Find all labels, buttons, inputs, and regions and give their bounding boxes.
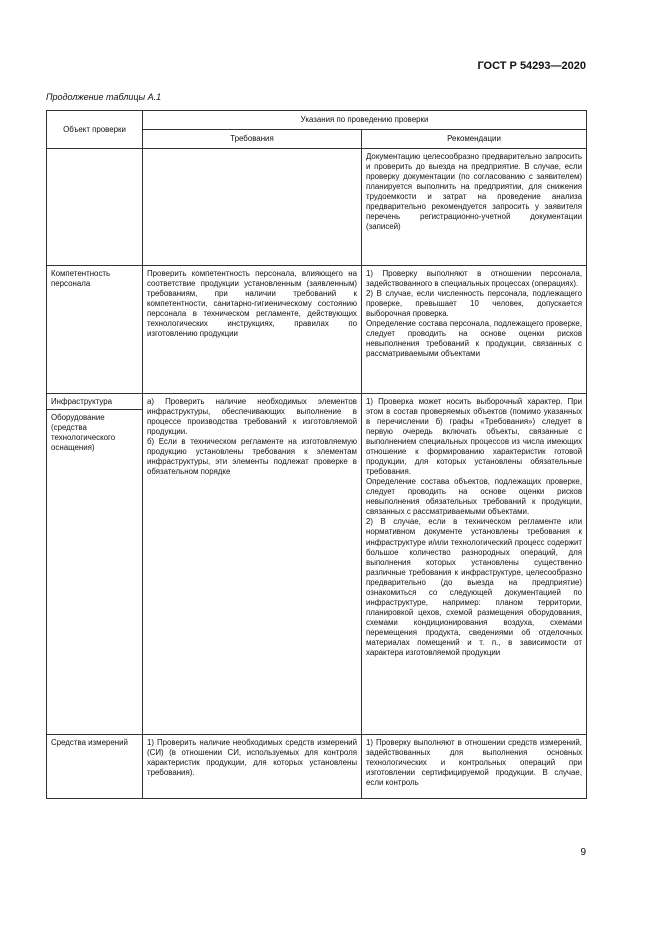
object-cell	[47, 149, 143, 266]
table-row	[47, 266, 587, 394]
inspection-table	[46, 110, 587, 799]
recommendation-item: 2) В случае, если в техническом регламенте или нормативном документе установлены требования к инфраструктуре и/или технологический процесс содержит большое количество разнородных операций, для выполнения которых установлены существенно различные требования к инфраструктуре, целесообразно предварительно (до выезда на предприятие) ознакомиться со следующей документацией по инфраструктуре, например: планом территории, планировкой цехов, схемой размещения оборудования, схемами кондиционирования воздуха, схемами перемещения продукта, сведениями об отделочных материалах помещений и т. п., в зависимости от характера изготовляемой продукции	[366, 517, 583, 657]
requirements-cell	[143, 149, 362, 266]
page-number: 9	[580, 847, 586, 858]
object-cell: Средства измерений	[47, 735, 143, 799]
recommendation-item: 1) Проверка может носить выборочный характер. При этом в состав проверяемых объектов (помимо указанных в перечислении б) графы «Требования») следует в первую очередь включать объекты, связанные с выполнением специальных процессов из числа имеющих отношение к формированию характеристик готовой продукции, для которых установлены обязательные требования.	[366, 397, 583, 477]
requirements-cell: 1) Проверить наличие необходимых средств измерений (СИ) (в отношении СИ, используемых для контроля характеристик продукции, для которых установлены требования).	[143, 735, 362, 799]
table-continuation-caption: Продолжение таблицы А.1	[46, 92, 162, 102]
table-row	[47, 735, 587, 799]
recommendation-item: Определение состава персонала, подлежащего проверке, следует проводить на основе оценки рисков невыполнения требований к продукции, связанных с рассматриваемыми объектами	[366, 319, 583, 359]
recommendation-item: 2) В случае, если численность персонала, подлежащего проверке, превышает 10 человек, допускается выборочная проверка.	[366, 289, 583, 319]
requirements-cell: Проверить компетентность персонала, влияющего на соответствие продукции установленным (заявленным) требованиям, при наличии требований к компетентности, санитарно-гигиеническому состоянию персонала в техническом регламенте, действующих технологических инструкциях, правилах по изготовлению продукции	[143, 266, 362, 394]
header-row-1	[47, 111, 587, 130]
object-cell	[47, 394, 143, 735]
requirements-cell	[143, 394, 362, 735]
recommendations-cell	[362, 394, 587, 735]
column-group-header: Указания по проведению проверки	[143, 111, 587, 130]
table-row	[47, 394, 587, 735]
object-cell: Компетентность персонала	[47, 266, 143, 394]
recommendations-cell: 1) Проверку выполняют в отношении средств измерений, задействованных для выполнения основных технологических и контрольных операций при изготовлении сертифицируемой продукции. В случае, если контроль	[362, 735, 587, 799]
object-equipment: Оборудование (средства технологического оснащения)	[51, 413, 116, 453]
standard-designation: ГОСТ Р 54293—2020	[477, 60, 586, 72]
column-object-header: Объект проверки	[47, 111, 143, 149]
object-infrastructure: Инфраструктура	[47, 397, 142, 410]
recommendations-cell	[362, 266, 587, 394]
column-recommendations-header: Рекомендации	[362, 130, 587, 149]
requirement-item: б) Если в техническом регламенте на изготовляемую продукцию установлены требования к элементам инфраструктуры, эти элементы подлежат проверке в обязательном порядке	[147, 437, 357, 477]
recommendation-item: 1) Проверку выполняют в отношении персонала, задействованного в специальных процессах (операциях).	[366, 269, 583, 289]
column-requirements-header: Требования	[143, 130, 362, 149]
recommendation-item: Определение состава объектов, подлежащих проверке, следует проводить на основе оценки рисков невыполнения обязательных требований к продукции, связанных с рассматриваемыми объектами.	[366, 477, 583, 517]
recommendations-cell: Документацию целесообразно предварительно запросить и проверить до выезда на предприятие. В случае, если проверку документации (по согласованию с заявителем) планируется выполнить на предприятии, для снижения трудоемкости и затрат на проведение анализа предварительно рекомендуется запросить у заявителя перечень регистрационно-учетной документации (записей)	[362, 149, 587, 266]
table-row	[47, 149, 587, 266]
requirement-item: а) Проверить наличие необходимых элементов инфраструктуры, обеспечивающих выполнение в процессе производства требований к изготовляемой продукции.	[147, 397, 357, 437]
